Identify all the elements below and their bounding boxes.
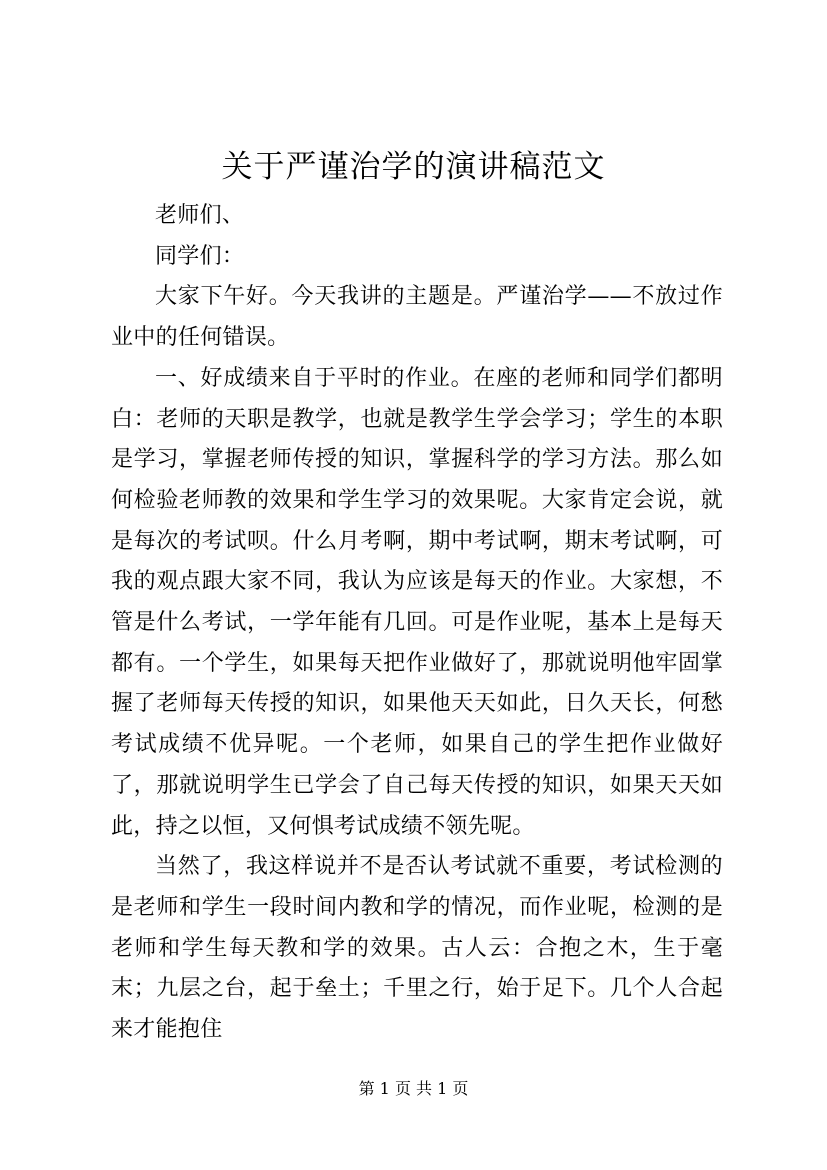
paragraph-intro: 大家下午好。今天我讲的主题是。严谨治学——不放过作业中的任何错误。: [111, 284, 723, 351]
paragraph-of-course: 当然了，我这样说并不是否认考试就不重要，考试检测的是老师和学生一段时间内教和学的情况，而作业呢，检测的是老师和学生每天教和学的效果。古人云：合抱之木，生于毫末；九层之台，起于垒土；千里之行，始于足下。几个人合起来才能抱住: [111, 854, 723, 1043]
document-body: [111, 196, 723, 1051]
page-number-footer: 第 1 页 共 1 页: [358, 1079, 469, 1098]
salutation-students: 同学们：: [155, 243, 245, 269]
paragraph-section-one: 一、好成绩来自于平时的作业。在座的老师和同学们都明白：老师的天职是教学，也就是教学生学会学习；学生的本职是学习，掌握老师传授的知识，掌握科学的学习方法。那么如何检验老师教的效果和学生学习的效果呢。大家肯定会说，就是每次的考试呗。什么月考啊，期中考试啊，期末考试啊，可我的观点跟大家不同，我认为应该是每天的作业。大家想，不管是什么考试，一学年能有几回。可是作业呢，基本上是每天都有。一个学生，如果每天把作业做好了，那就说明他牢固掌握了老师每天传授的知识，如果他天天如此，日久天长，何愁考试成绩不优异呢。一个老师，如果自己的学生把作业做好了，那就说明学生已学会了自己每天传授的知识，如果天天如此，持之以恒，又何惧考试成绩不领先呢。: [111, 365, 723, 839]
document-title: 关于严谨治学的演讲稿范文: [221, 149, 606, 185]
salutation-teachers: 老师们、: [155, 203, 245, 228]
